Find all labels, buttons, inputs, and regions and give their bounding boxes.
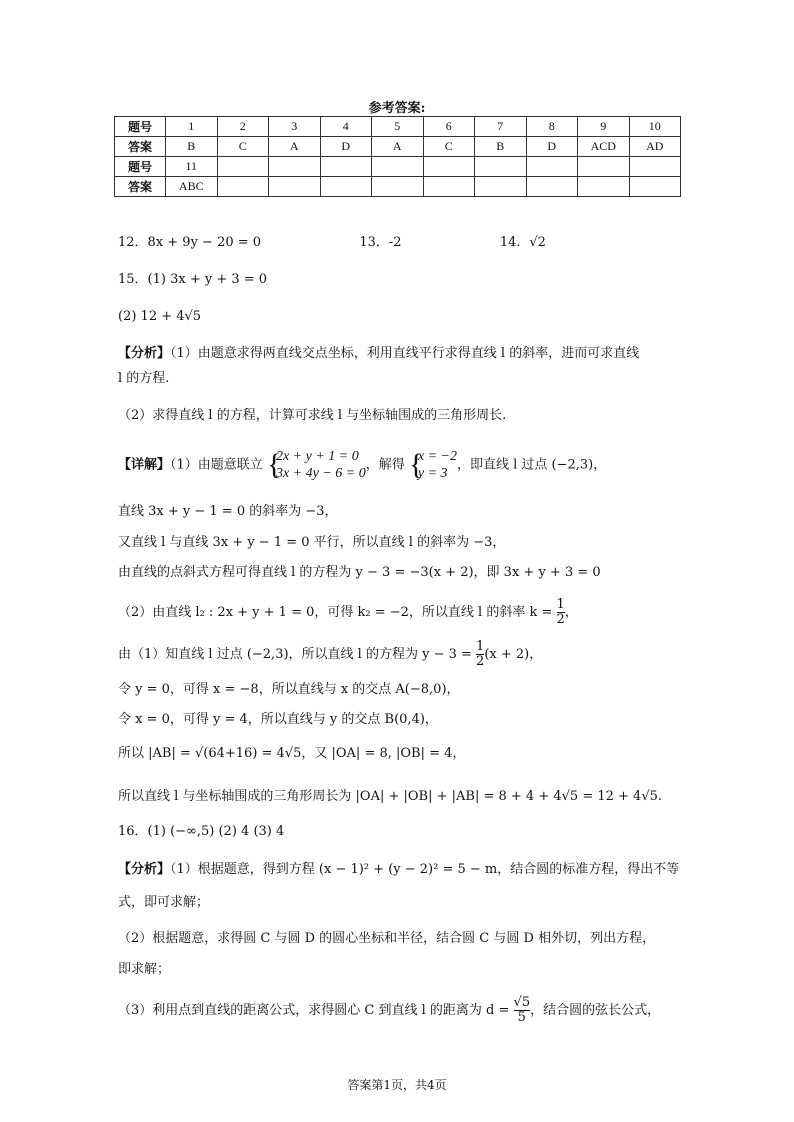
table-cell [423,157,475,177]
analysis-15-line2: l 的方程. [118,371,170,386]
table-cell [629,177,681,197]
table-cell: 5 [372,117,424,137]
table-cell: C [423,137,475,157]
fraction [557,598,565,627]
table-cell: 11 [166,157,218,177]
detail-text: ，解得 [365,457,405,473]
analysis-text: ，结合圆的弦长公式， [530,1003,661,1018]
page-footer: 答案第1页，共4页 [347,1078,447,1092]
numerator: √5 [513,995,531,1010]
detail-15-line8: 令 x = 0，可得 y = 4，所以直线与 y 的交点 B(0,4)， [118,712,438,727]
analysis-tag: 【分析】 [118,346,171,361]
row-label: 答案 [115,177,166,197]
detail-15-line2: 直线 3x + y − 1 = 0 的斜率为 −3， [118,504,338,519]
detail-text: （2）由直线 l₂ : 2x + y + 1 = 0，可得 k₂ = −2，所以直线 l 的斜率 k = [118,605,553,620]
answer-13: 13．-2 [359,235,402,250]
table-cell [526,177,578,197]
table-cell: 6 [423,117,475,137]
table-cell [578,177,630,197]
answer-title: 参考答案: [368,101,426,116]
table-cell: 8 [526,117,578,137]
table-cell [423,177,475,197]
numerator: 1 [556,597,565,612]
numerator: 1 [476,639,485,654]
analysis-16-line3: （2）根据题意，求得圆 C 与圆 D 的圆心坐标和半径，结合圆 C 与圆 D 相外切，列出方程， [118,931,656,946]
answer-16: 16．(1) (−∞,5) (2) 4 (3) 4 [118,824,285,839]
table-cell [372,177,424,197]
table-cell [269,157,321,177]
analysis-text: （1）根据题意，得到方程 (x − 1)² + (y − 2)² = 5 − m，结合圆的标准方程，得出不等 [170,862,680,877]
answer-14: 14．√2 [499,235,546,250]
analysis-16-line5 [118,996,660,1025]
table-cell [320,157,372,177]
table-cell: C [217,137,269,157]
table-cell [217,177,269,197]
table-cell: 10 [629,117,681,137]
table-cell [269,177,321,197]
detail-15-line4: 由直线的点斜式方程可得直线 l 的方程为 y − 3 = −3(x + 2)，即 3x + y + 3 = 0 [118,565,601,580]
detail-text: ，即直线 l 过点 (−2,3)， [456,457,607,473]
equation: 3x + 4y − 6 = 0 [275,466,366,481]
equation: y = 3 [417,466,448,481]
table-cell: 3 [269,117,321,137]
table-cell: ABC [166,177,218,197]
detail-text: (x + 2)， [484,647,543,662]
table-cell [320,177,372,197]
analysis-16-line4: 即求解； [118,962,171,977]
table-cell: B [166,137,218,157]
solution-system: { x = −2 y = 3 [408,448,457,481]
row-label: 题号 [115,117,166,137]
table-cell [526,157,578,177]
table-cell [217,157,269,177]
detail-15-line9: 所以 |AB| = √(64+16) = 4√5，又 |OA| = 8, |OB| = 4， [118,746,466,761]
detail-15-line1 [118,448,606,482]
detail-15-line3: 又直线 l 与直线 3x + y − 1 = 0 平行，所以直线 l 的斜率为 −3， [118,535,506,550]
row-label: 题号 [115,157,166,177]
denominator: 2 [556,612,565,627]
answer-15-2: (2) 12 + 4√5 [118,309,202,324]
table-cell: ACD [578,137,630,157]
table-cell [475,177,527,197]
detail-tag: 【详解】 [118,457,171,473]
table-cell: 1 [166,117,218,137]
table-row [115,157,681,177]
table-cell: A [269,137,321,157]
table-cell: B [475,137,527,157]
analysis-tag: 【分析】 [118,862,171,877]
denominator: 2 [476,654,485,669]
answer-table [114,116,681,197]
table-cell: D [526,137,578,157]
detail-15-line6 [118,640,542,669]
table-cell: 2 [217,117,269,137]
detail-15-line5 [118,598,578,627]
analysis-text: （3）利用点到直线的距离公式，求得圆心 C 到直线 l 的距离为 d = [118,1003,510,1018]
analysis-16-line2: 式，即可求解； [118,895,210,910]
analysis-text: （1）由题意求得两直线交点坐标，利用直线平行求得直线 l 的斜率，进而可求直线 [170,346,640,361]
table-cell [578,157,630,177]
table-cell: 7 [475,117,527,137]
answer-15-1: 15．(1) 3x + y + 3 = 0 [118,272,268,287]
equation: x = −2 [417,449,457,464]
equation-system: { 2x + y + 1 = 0 3x + 4y − 6 = 0 [266,448,366,481]
denominator: 5 [517,1010,526,1025]
table-cell: D [320,137,372,157]
table-cell: A [372,137,424,157]
answer-line-12-14 [118,233,546,253]
detail-15-line10: 所以直线 l 与坐标轴围成的三角形周长为 |OA| + |OB| + |AB| = 8 + 4 + 4√5 = 12 + 4√5. [118,789,663,804]
analysis-16-line1 [118,860,679,880]
table-cell [372,157,424,177]
row-label: 答案 [115,137,166,157]
table-cell [475,157,527,177]
table-row [115,177,681,197]
detail-text: ， [564,605,578,620]
table-cell [629,157,681,177]
analysis-15-line1 [118,344,639,364]
table-cell: 9 [578,117,630,137]
table-row [115,117,681,137]
table-cell: 4 [320,117,372,137]
table-cell: AD [629,137,681,157]
analysis-15-line3: （2）求得直线 l 的方程，计算可求线 l 与坐标轴围成的三角形周长. [118,408,507,423]
equation: 2x + y + 1 = 0 [275,449,359,464]
fraction [514,996,531,1025]
detail-text: 由（1）知直线 l 过点 (−2,3)，所以直线 l 的方程为 y − 3 = [118,647,472,662]
answer-12: 12．8x + 9y − 20 = 0 [118,235,262,250]
table-row [115,137,681,157]
detail-text: （1）由题意联立 [170,457,263,473]
detail-15-line7: 令 y = 0，可得 x = −8，所以直线与 x 的交点 A(−8,0)， [118,682,460,697]
